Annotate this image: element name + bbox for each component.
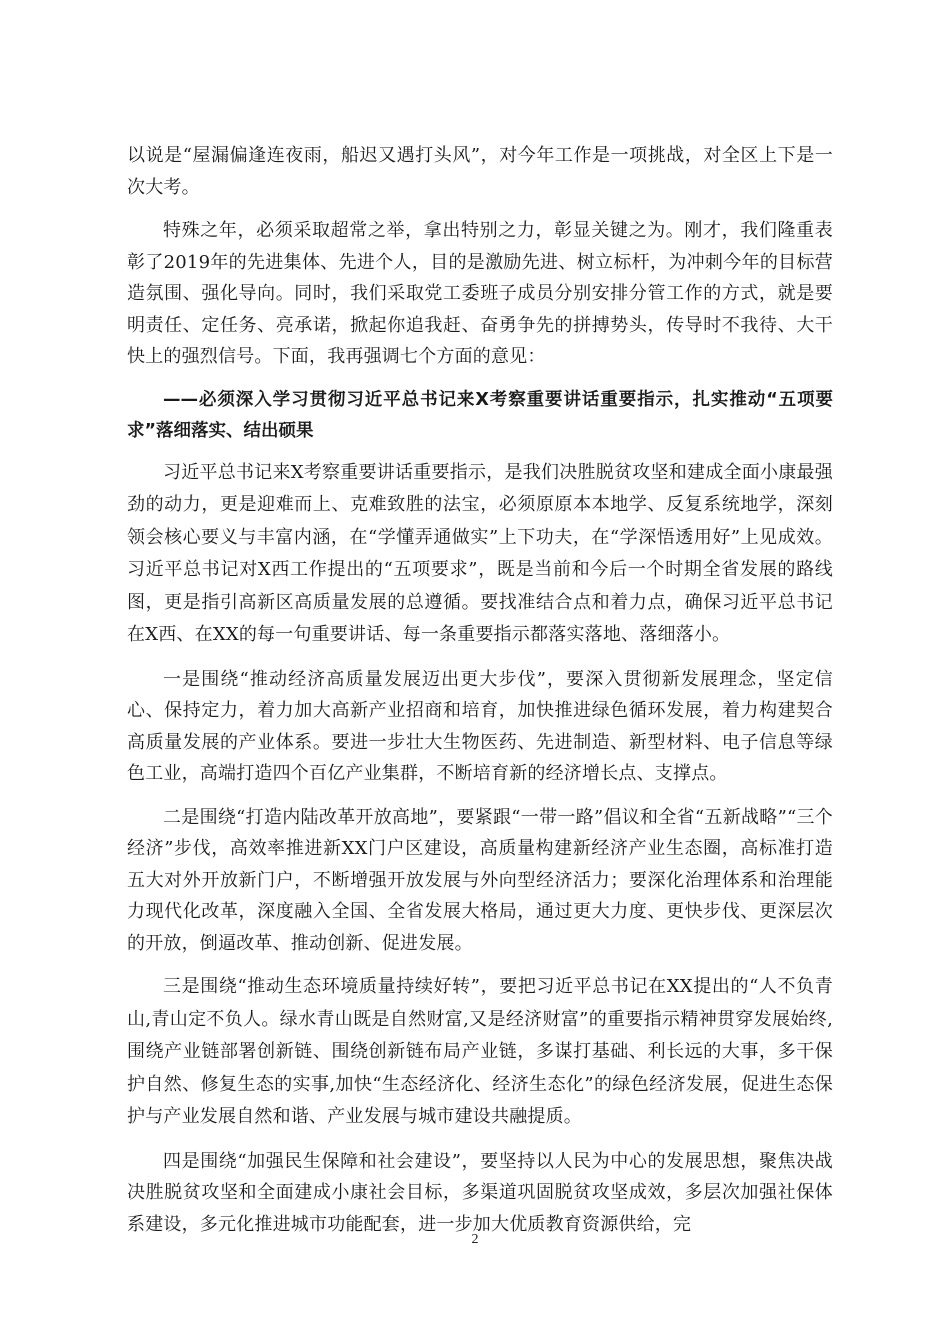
paragraph-6: 三是围绕“推动生态环境质量持续好转”，要把习近平总书记在XX提出的“人不负青山,青山定不负人。绿水青山既是自然财富,又是经济财富”的重要指示精神贯穿发展始终,围绕产业链部署创新链、围绕创新链布局产业链，多谋打基础、利长远的大事，多干保护自然、修复生态的实事,加快“生态经济化、经济生态化”的绿色经济发展，促进生态保护与产业发展自然和谐、产业发展与城市建设共融提质。 [127,976,833,1127]
paragraph-1: 以说是“屋漏偏逢连夜雨，船迟又遇打头风”，对今年工作是一项挑战，对全区上下是一次大考。 [127,145,833,198]
paragraph-4: 一是围绕“推动经济高质量发展迈出更大步伐”，要深入贯彻新发展理念，坚定信心、保持定力，着力加大高新产业招商和培育，加快推进绿色循环发展，着力构建契合高质量发展的产业体系。要进一步壮大生物医药、先进制造、新型材料、电子信息等绿色工业，高端打造四个百亿产业集群，不断培育新的经济增长点、支撑点。 [127,668,833,784]
page-number: 2 [471,1232,479,1247]
paragraph-7: 四是围绕“加强民生保障和社会建设”，要坚持以人民为中心的发展思想，聚焦决战决胜脱贫攻坚和全面建成小康社会目标，多渠道巩固脱贫攻坚成效，多层次加强社保体系建设，多元化推进城市功能配套，进一步加大优质教育资源供给，完 [127,1150,833,1235]
section-heading: ——必须深入学习贯彻习近平总书记来X考察重要讲话重要指示，扎实推动“五项要求”落细落实、结出硕果 [127,389,833,441]
paragraph-2: 特殊之年，必须采取超常之举，拿出特别之力，彰显关键之为。刚才，我们隆重表彰了2019年的先进集体、先进个人，目的是激励先进、树立标杆，为冲刺今年的目标营造氛围、强化导向。同时，我们采取党工委班子成员分别安排分管工作的方式，就是要明责任、定任务、亮承诺，掀起你追我赶、奋勇争先的拼搏势头，传导时不我待、大干快上的强烈信号。下面，我再强调七个方面的意见： [127,220,833,367]
document-page [127,140,833,1252]
paragraph-5: 二是围绕“打造内陆改革开放高地”，要紧跟“一带一路”倡议和全省“五新战略”“三个经济”步伐，高效率推进新XX门户区建设，高质量构建新经济产业生态圈，高标准打造五大对外开放新门户，不断增强开放发展与外向型经济活力；要深化治理体系和治理能力现代化改革，深度融入全国、全省发展大格局，通过更大力度、更快步伐、更深层次的开放，倒逼改革、推动创新、促进发展。 [127,806,833,954]
paragraph-3: 习近平总书记来X考察重要讲话重要指示，是我们决胜脱贫攻坚和建成全面小康最强劲的动力，更是迎难而上、克难致胜的法宝，必须原原本本地学、反复系统地学，深刻领会核心要义与丰富内涵，在“学懂弄通做实”上下功夫，在“学深悟透用好”上见成效。习近平总书记对X西工作提出的“五项要求”，既是当前和今后一个时期全省发展的路线图，更是指引高新区高质量发展的总遵循。要找准结合点和着力点，确保习近平总书记在X西、在XX的每一句重要讲话、每一条重要指示都落实落地、落细落小。 [127,461,833,645]
